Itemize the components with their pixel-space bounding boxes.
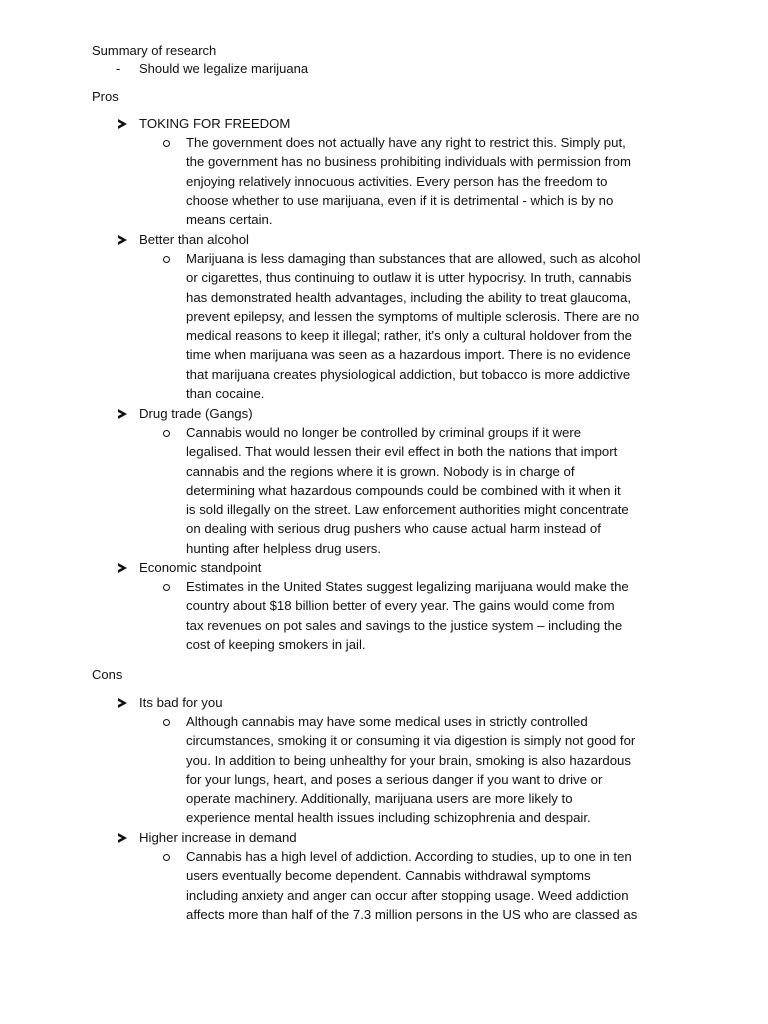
paragraph-line: medical reasons to keep it illegal; rather, it's only a cultural holdover from the (186, 328, 632, 344)
cons-heading: Cons (92, 667, 123, 682)
pro-item-title: TOKING FOR FREEDOM (139, 116, 291, 131)
arrow-bullet-icon (118, 698, 127, 708)
paragraph-line: operate machinery. Additionally, marijuana users are more likely to (186, 791, 573, 807)
circle-bullet-icon (163, 140, 170, 147)
paragraph-line: Cannabis would no longer be controlled by criminal groups if it were (186, 425, 582, 440)
paragraph-line: means certain. (186, 212, 273, 228)
arrow-bullet-icon (118, 833, 127, 843)
pro-item-paragraph (186, 423, 676, 558)
paragraph-line: prevent epilepsy, and lessen the symptoms of multiple sclerosis. There are no (186, 308, 640, 324)
paragraph-line: for your lungs, heart, and poses a serious danger if you want to drive or (186, 771, 603, 787)
pro-item-paragraph (186, 249, 676, 403)
pro-item-paragraph (186, 577, 676, 654)
paragraph-line: or cigarettes, thus continuing to outlaw it is utter hypocrisy. In truth, cannabis (186, 270, 632, 286)
paragraph-line: choose whether to use marijuana, even if it is detrimental - which is by no (186, 192, 614, 208)
circle-bullet-icon (163, 854, 170, 861)
circle-bullet-icon (163, 430, 170, 437)
paragraph-line: affects more than half of the 7.3 million persons in the US who are classed as (186, 906, 638, 922)
paragraph-line: cost of keeping smokers in jail. (186, 636, 366, 652)
paragraph-line: on dealing with serious drug pushers who cause actual harm instead of (186, 521, 601, 537)
arrow-bullet-icon (118, 119, 127, 129)
circle-bullet-icon (163, 584, 170, 591)
document-subtitle: Should we legalize marijuana (139, 61, 309, 76)
document-title: Summary of research (92, 43, 217, 58)
circle-bullet-icon (163, 719, 170, 726)
pros-heading: Pros (92, 89, 119, 104)
paragraph-line: Cannabis has a high level of addiction. According to studies, up to one in ten (186, 849, 632, 864)
con-item-paragraph (186, 712, 676, 828)
paragraph-line: the government has no business prohibiting individuals with permission from (186, 154, 631, 170)
paragraph-line: experience mental health issues including schizophrenia and despair. (186, 810, 591, 826)
paragraph-line: than cocaine. (186, 386, 265, 402)
con-item-title: Its bad for you (139, 695, 223, 710)
pro-item-title: Drug trade (Gangs) (139, 406, 253, 421)
paragraph-line: country about $18 billion better of every year. The gains would come from (186, 598, 615, 614)
con-item-paragraph (186, 847, 676, 924)
paragraph-line: that marijuana creates physiological addiction, but tobacco is more addictive (186, 366, 631, 382)
circle-bullet-icon (163, 256, 170, 263)
con-item-title: Higher increase in demand (139, 830, 297, 845)
paragraph-line: Although cannabis may have some medical uses in strictly controlled (186, 714, 588, 729)
paragraph-line: including anxiety and anger can occur after stopping usage. Weed addiction (186, 887, 629, 903)
subtitle-dash: - (116, 61, 121, 76)
pro-item-title: Economic standpoint (139, 560, 262, 575)
paragraph-line: Estimates in the United States suggest legalizing marijuana would make the (186, 579, 629, 594)
paragraph-line: legalised. That would lessen their evil effect in both the nations that import (186, 444, 618, 460)
paragraph-line: tax revenues on pot sales and savings to the justice system – including the (186, 617, 623, 633)
paragraph-line: The government does not actually have any right to restrict this. Simply put, (186, 135, 626, 150)
paragraph-line: is sold illegally on the street. Law enforcement authorities might concentrate (186, 502, 629, 518)
arrow-bullet-icon (118, 409, 127, 419)
arrow-bullet-icon (118, 563, 127, 573)
paragraph-line: cannabis and the regions where it is grown. Nobody is in charge of (186, 463, 575, 479)
arrow-bullet-icon (118, 235, 127, 245)
paragraph-line: hunting after helpless drug users. (186, 540, 381, 556)
pro-item-title: Better than alcohol (139, 232, 249, 247)
paragraph-line: you. In addition to being unhealthy for your brain, smoking is also hazardous (186, 752, 631, 768)
pro-item-paragraph (186, 133, 676, 229)
paragraph-line: enjoying relatively innocuous activities. Every person has the freedom to (186, 173, 608, 189)
paragraph-line: determining what hazardous compounds could be combined with it when it (186, 482, 621, 498)
paragraph-line: circumstances, smoking it or consuming it via digestion is simply not good for (186, 733, 636, 749)
paragraph-line: Marijuana is less damaging than substances that are allowed, such as alcohol (186, 251, 641, 266)
paragraph-line: time when marijuana was seen as a hazardous import. There is no evidence (186, 347, 631, 363)
paragraph-line: users eventually become dependent. Cannabis withdrawal symptoms (186, 868, 591, 884)
paragraph-line: has demonstrated health advantages, including the ability to treat glaucoma, (186, 289, 631, 305)
